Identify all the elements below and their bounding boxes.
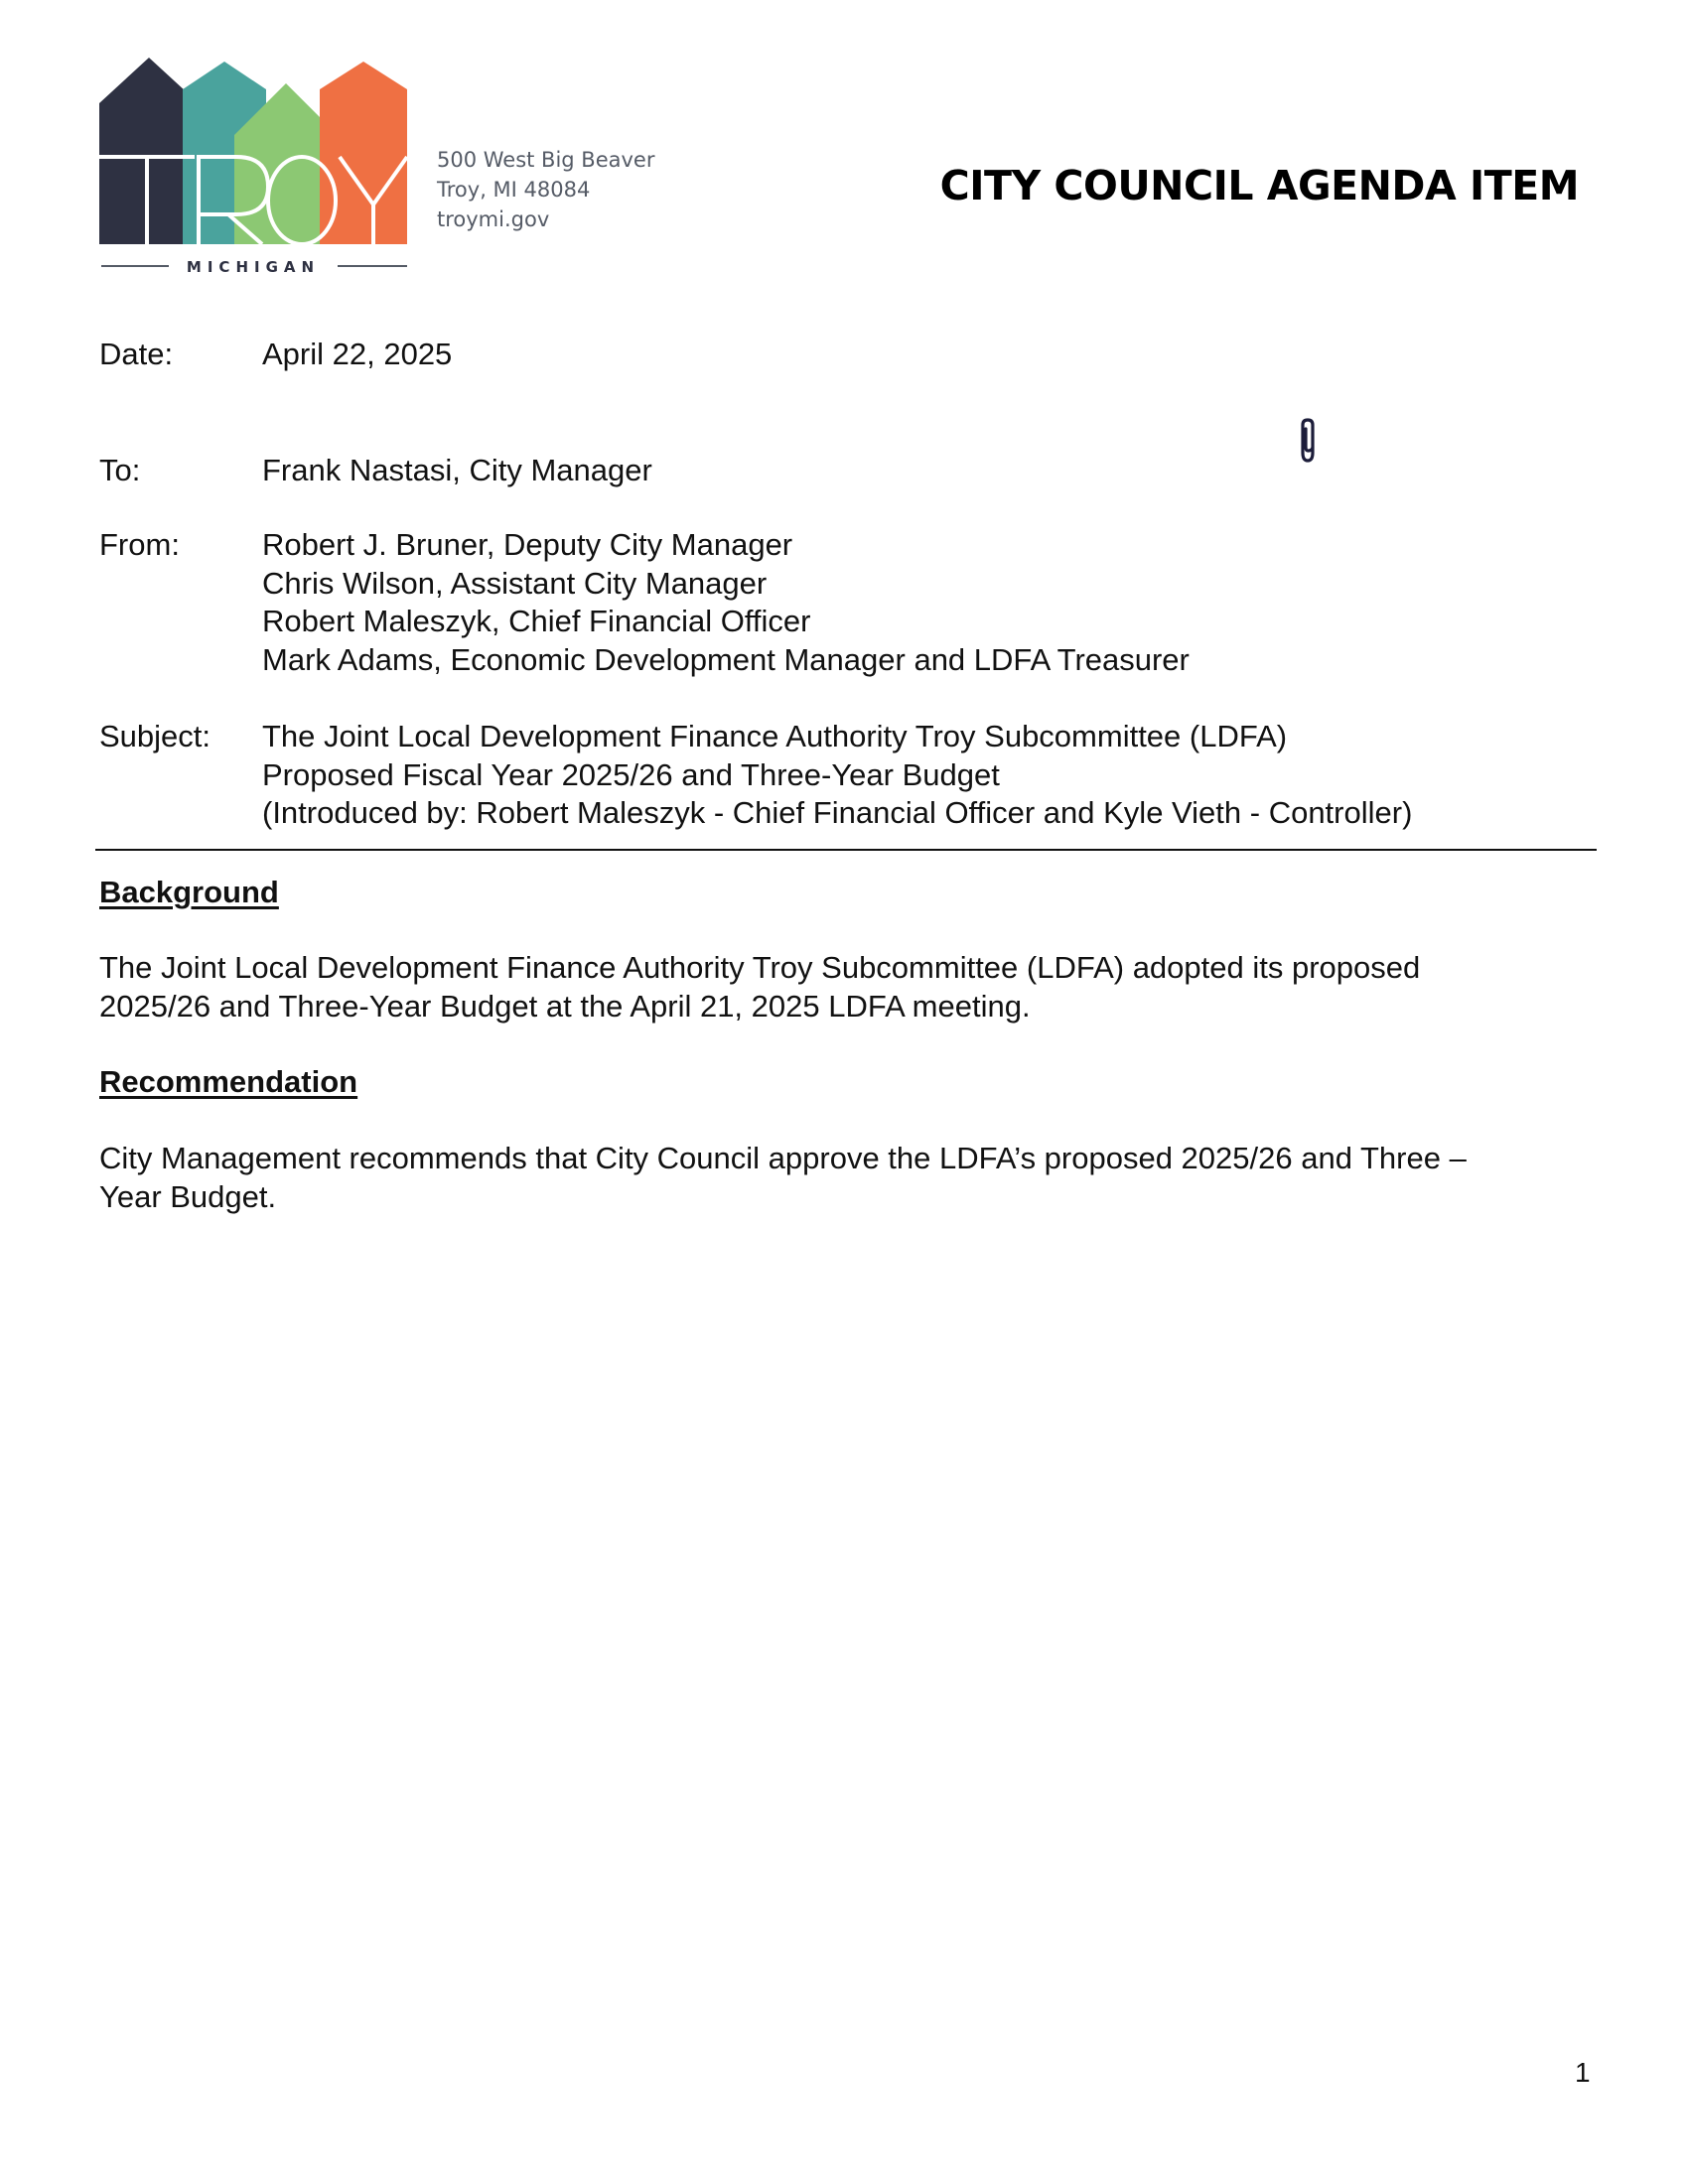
background-paragraph [99, 949, 1609, 1025]
recommendation-paragraph [99, 1140, 1609, 1216]
subject-line: Proposed Fiscal Year 2025/26 and Three-Year Budget [262, 756, 1000, 792]
city-address [437, 145, 655, 234]
svg-text:MICHIGAN: MICHIGAN [186, 258, 321, 274]
paragraph-line: 2025/26 and Three-Year Budget at the April 21, 2025 LDFA meeting. [99, 988, 1031, 1024]
from-line: Robert Maleszyk, Chief Financial Officer [262, 604, 811, 638]
address-website: troymi.gov [437, 207, 550, 231]
paragraph-line: Year Budget. [99, 1178, 277, 1214]
from-line: Chris Wilson, Assistant City Manager [262, 565, 768, 601]
recommendation-heading: Recommendation [99, 1064, 358, 1099]
paragraph-line: City Management recommends that City Council approve the LDFA’s proposed 2025/26 and Three – [99, 1141, 1467, 1175]
to-label: To: [99, 453, 141, 487]
paragraph-line: The Joint Local Development Finance Authority Troy Subcommittee (LDFA) adopted its proposed [99, 950, 1421, 985]
page-title: CITY COUNCIL AGENDA ITEM [939, 162, 1579, 209]
subject-label: Subject: [99, 719, 211, 753]
memo-from-row [99, 526, 1190, 679]
background-heading: Background [99, 875, 279, 909]
date-value: April 22, 2025 [262, 337, 453, 371]
from-label: From: [99, 527, 180, 562]
memo-date-row [99, 336, 452, 374]
troy-michigan-logo [97, 56, 411, 274]
date-label: Date: [99, 337, 174, 371]
page-number: 1 [1575, 2057, 1591, 2088]
from-line: Robert J. Bruner, Deputy City Manager [262, 527, 793, 562]
header-divider [95, 849, 1597, 851]
memo-subject-row [99, 718, 1412, 833]
address-street: 500 West Big Beaver [437, 148, 655, 172]
paperclip-icon[interactable] [1297, 417, 1321, 465]
subject-line: The Joint Local Development Finance Authority Troy Subcommittee (LDFA) [262, 719, 1288, 753]
memo-to-row [99, 452, 652, 490]
address-city: Troy, MI 48084 [437, 178, 591, 202]
subject-line: (Introduced by: Robert Maleszyk - Chief Financial Officer and Kyle Vieth - Controller) [262, 795, 1413, 830]
to-value: Frank Nastasi, City Manager [262, 453, 652, 487]
from-line: Mark Adams, Economic Development Manager and LDFA Treasurer [262, 641, 1190, 677]
